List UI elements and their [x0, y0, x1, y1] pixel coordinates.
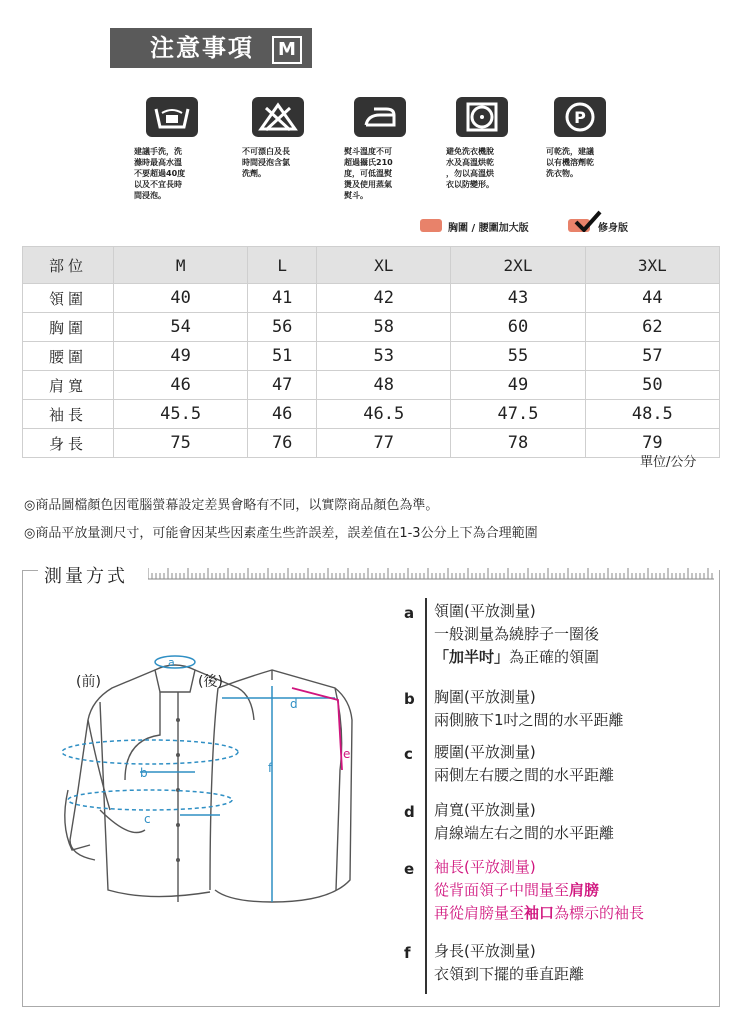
measure-item-d: 肩寬(平放測量) 肩線端左右之間的水平距離	[434, 801, 615, 842]
table-cell: 62	[585, 313, 719, 342]
notice-title: 注意事項	[150, 34, 254, 62]
measure-letter-a: a	[404, 604, 415, 622]
table-cell: 身長	[23, 429, 114, 458]
table-cell: 53	[317, 342, 451, 371]
measure-letter-d: d	[404, 803, 415, 821]
table-cell: 47	[248, 371, 317, 400]
iron-icon	[354, 97, 406, 137]
table-cell: 60	[451, 313, 585, 342]
measure-letter-f: f	[404, 944, 411, 962]
table-cell: 46.5	[317, 400, 451, 429]
table-header-cell: M	[114, 247, 248, 284]
letter-d: d	[290, 697, 298, 711]
sleeve-measure-e	[292, 688, 342, 770]
table-cell: 55	[451, 342, 585, 371]
measure-letter-c: c	[404, 745, 413, 763]
table-cell: 肩寬	[23, 371, 114, 400]
table-cell: 43	[451, 284, 585, 313]
table-row	[23, 284, 720, 313]
table-row	[23, 342, 720, 371]
table-cell: 78	[451, 429, 585, 458]
table-cell: 44	[585, 284, 719, 313]
measure-item-c: 腰圍(平放測量) 兩側左右腰之間的水平距離	[434, 743, 615, 784]
measure-letter-e: e	[404, 860, 415, 878]
measure-item-a: 領圍(平放測量) 一般測量為繞脖子一圈後 「加半吋」為正確的領圍	[434, 602, 600, 666]
back-shirt	[210, 670, 352, 902]
table-cell: 57	[585, 342, 719, 371]
table-cell: 77	[317, 429, 451, 458]
table-header-cell: 2XL	[451, 247, 585, 284]
table-cell: 49	[451, 371, 585, 400]
waist-measure-c	[68, 790, 232, 810]
letter-c: c	[144, 812, 151, 826]
care-text-iron: 熨斗溫度不可 超過攝氏210 度，可低溫熨 燙及使用蒸氣 熨斗。	[344, 147, 393, 200]
table-row	[23, 429, 720, 458]
back-label: (後)	[198, 674, 223, 690]
letter-e: e	[343, 747, 351, 761]
table-cell: 48.5	[585, 400, 719, 429]
legend-slim: 修身版	[598, 223, 628, 234]
table-cell: 胸圍	[23, 313, 114, 342]
table-cell: 58	[317, 313, 451, 342]
table-cell: 腰圍	[23, 342, 114, 371]
letter-b: b	[140, 766, 148, 780]
table-cell: 49	[114, 342, 248, 371]
table-header-cell: 部位	[23, 247, 114, 284]
table-cell: 56	[248, 313, 317, 342]
measure-letter-b: b	[404, 690, 415, 708]
measure-item-e: 袖長(平放測量) 從背面領子中間量至肩膀 再從肩膀量至袖口為標示的袖長	[434, 858, 645, 922]
care-text-dry-clean: 可乾洗，建議 以有機溶劑乾 洗衣物。	[546, 147, 594, 178]
care-text-no-bleach: 不可漂白及長 時間浸泡含氯 洗劑。	[242, 147, 290, 178]
size-badge: M	[272, 36, 302, 64]
table-cell: 41	[248, 284, 317, 313]
legend-swatch-loose	[420, 219, 442, 232]
table-cell: 79	[585, 429, 719, 458]
table-header-cell: L	[248, 247, 317, 284]
measure-item-b: 胸圍(平放測量) 兩側腋下1吋之間的水平距離	[434, 688, 624, 729]
table-cell: 42	[317, 284, 451, 313]
hand-wash-icon	[146, 97, 198, 137]
tumble-dry-icon	[456, 97, 508, 137]
table-cell: 75	[114, 429, 248, 458]
note-tolerance: ◎商品平放量測尺寸，可能會因某些因素產生些許誤差，誤差值在1-3公分上下為合理範圍	[24, 526, 538, 541]
letter-a: a	[168, 656, 175, 669]
size-table	[22, 246, 720, 458]
measure-item-f: 身長(平放測量) 衣領到下擺的垂直距離	[434, 942, 585, 983]
table-cell: 45.5	[114, 400, 248, 429]
table-header-cell: 3XL	[585, 247, 719, 284]
table-row	[23, 400, 720, 429]
letter-f: f	[268, 761, 273, 775]
table-cell: 50	[585, 371, 719, 400]
table-cell: 48	[317, 371, 451, 400]
legend-loose: 胸圍 / 腰圍加大版	[448, 223, 529, 234]
no-bleach-icon	[252, 97, 304, 137]
measure-title: 測量方式	[38, 562, 134, 588]
unit-label: 單位/公分	[640, 455, 697, 470]
table-cell: 袖長	[23, 400, 114, 429]
table-cell: 46	[114, 371, 248, 400]
table-cell: 40	[114, 284, 248, 313]
table-cell: 46	[248, 400, 317, 429]
measure-box-top-left	[22, 570, 38, 571]
care-text-hand-wash: 建議手洗，洗 滌時最高水溫 不要超過40度 以及不宜長時 間浸泡。	[134, 147, 186, 200]
table-row	[23, 313, 720, 342]
dry-clean-icon	[554, 97, 606, 137]
collar-measure-a	[155, 656, 195, 668]
table-cell: 76	[248, 429, 317, 458]
table-cell: 54	[114, 313, 248, 342]
table-cell: 領圍	[23, 284, 114, 313]
table-cell: 47.5	[451, 400, 585, 429]
table-header-row	[23, 247, 720, 284]
chest-measure-b	[62, 740, 238, 764]
care-text-tumble-dry: 避免洗衣機脫 水及高溫烘乾 ，勿以高溫烘 衣以防變形。	[446, 147, 494, 189]
front-shirt	[65, 665, 254, 902]
note-color: ◎商品圖檔顏色因電腦螢幕設定差異會略有不同，以實際商品顏色為準。	[24, 498, 439, 513]
table-row	[23, 371, 720, 400]
ruler-decoration	[148, 568, 714, 580]
table-header-cell: XL	[317, 247, 451, 284]
front-label: (前)	[76, 674, 101, 690]
dry-clean-glyph: P	[574, 108, 586, 127]
table-cell: 51	[248, 342, 317, 371]
measure-divider	[425, 598, 427, 994]
